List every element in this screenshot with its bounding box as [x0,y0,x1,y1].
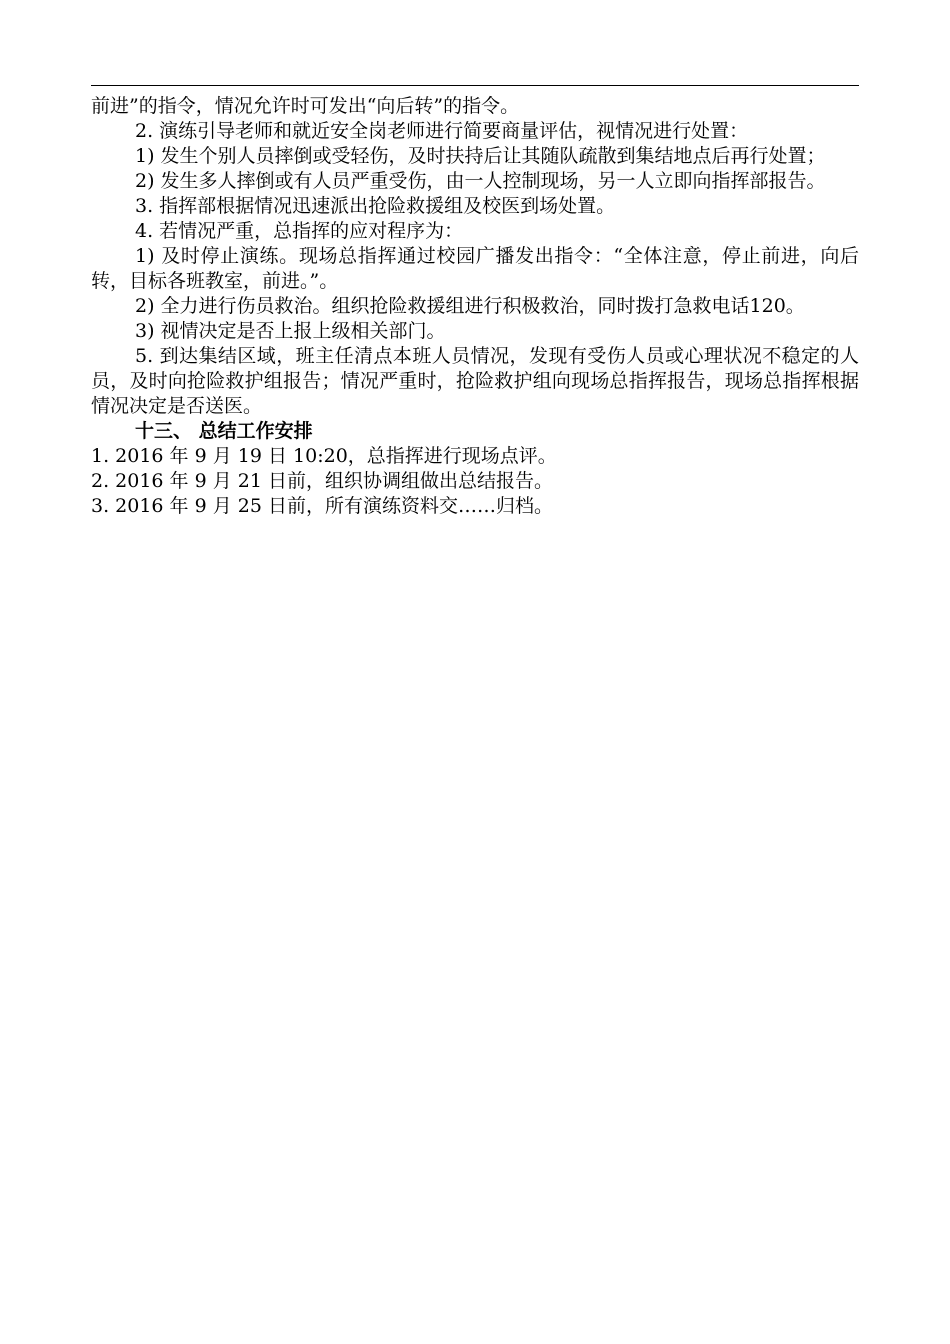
paragraph-step-4-3: 3) 视情决定是否上报上级相关部门。 [135,320,446,342]
paragraph-step-4: 4. 若情况严重，总指挥的应对程序为： [135,220,464,242]
paragraph-continuation: 前进”的指令，情况允许时可发出“向后转”的指令。 [91,95,520,117]
paragraph-step-2: 2. 演练引导老师和就近安全岗老师进行简要商量评估，视情况进行处置： [135,120,749,142]
section-heading: 十三、 总结工作安排 [135,420,313,442]
paragraph-step-4-1: 1) 及时停止演练。现场总指挥通过校园广播发出指令：“全体注意，停止前进，向后转，目标各班教室，前进。”。 [91,245,859,292]
paragraph-step-3: 3. 指挥部根据情况迅速派出抢险救援组及校医到场处置。 [135,195,616,217]
summary-item-3: 3. 2016 年 9 月 25 日前，所有演练资料交……归档。 [91,495,553,517]
paragraph-step-2-1: 1) 发生个别人员摔倒或受轻伤，及时扶持后让其随队疏散到集结地点后再行处置； [135,145,826,167]
paragraph-step-5: 5. 到达集结区域，班主任清点本班人员情况，发现有受伤人员或心理状况不稳定的人员，及时向抢险救护组报告；情况严重时，抢险救护组向现场总指挥报告，现场总指挥根据情况决定是否送医。 [91,345,859,417]
paragraph-step-2-2: 2) 发生多人摔倒或有人员严重受伤，由一人控制现场，另一人立即向指挥部报告。 [135,170,826,192]
paragraph-step-4-2: 2) 全力进行伤员救治。组织抢险救援组进行积极救治，同时拨打急救电话120。 [135,295,805,317]
summary-item-1: 1. 2016 年 9 月 19 日 10:20，总指挥进行现场点评。 [91,445,557,467]
header-rule [91,85,859,86]
summary-item-2: 2. 2016 年 9 月 21 日前，组织协调组做出总结报告。 [91,470,553,492]
document-body [91,94,859,519]
